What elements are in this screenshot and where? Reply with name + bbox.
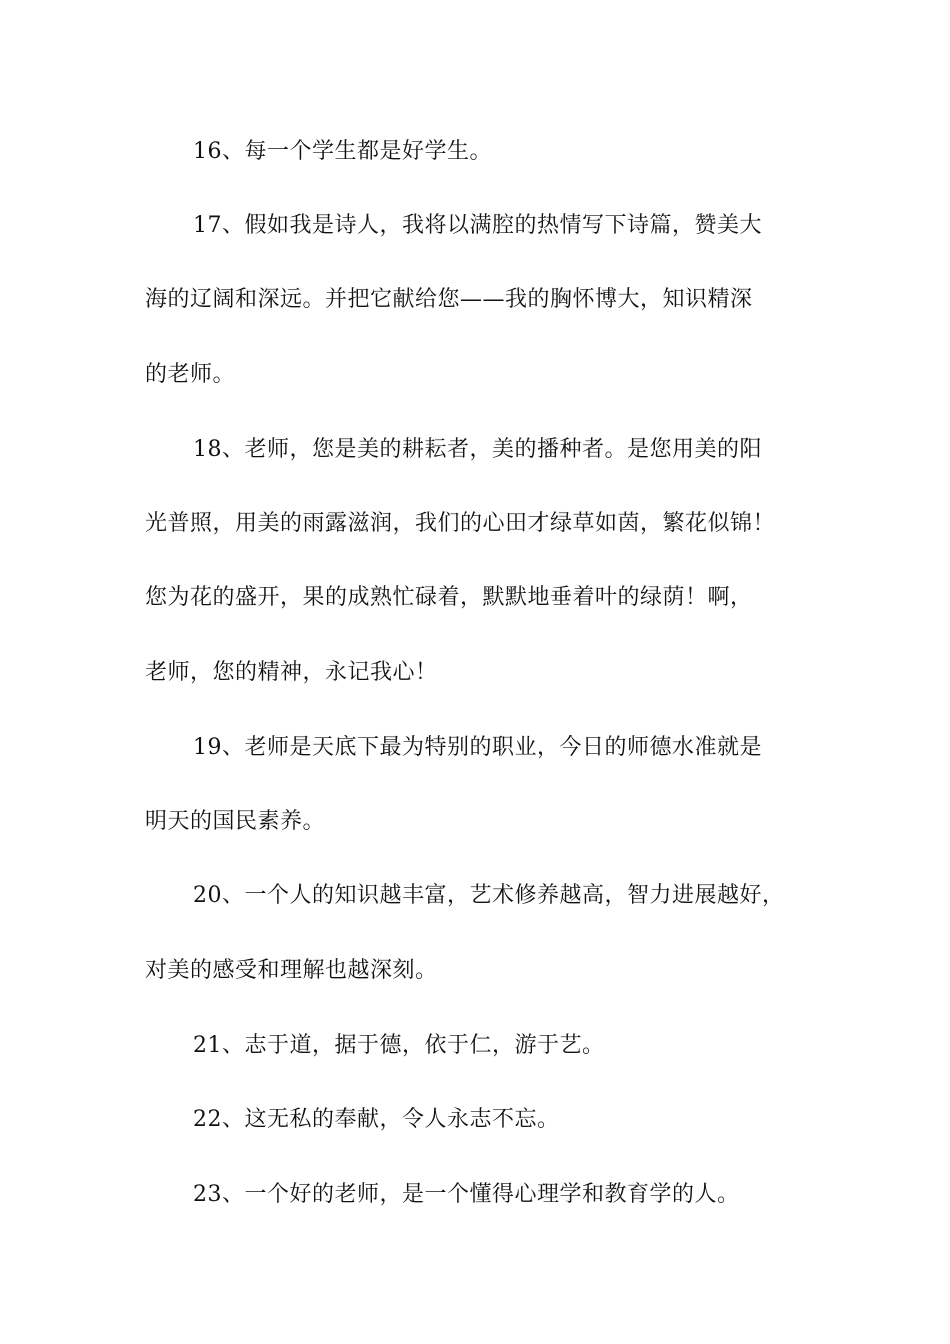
quote-20-line-1: 20、一个人的知识越丰富，艺术修养越高，智力进展越好， [193, 883, 785, 908]
quote-20-line-2: 对美的感受和理解也越深刻。 [145, 958, 438, 983]
quote-19-line-1: 19、老师是天底下最为特别的职业，今日的师德水准就是 [193, 735, 762, 760]
quote-19-line-2: 明天的国民素养。 [145, 809, 326, 834]
quote-23: 23、一个好的老师，是一个懂得心理学和教育学的人。 [193, 1182, 740, 1207]
quote-18-line-1: 18、老师，您是美的耕耘者，美的播种者。是您用美的阳 [193, 437, 762, 462]
quote-21: 21、志于道，据于德，依于仁，游于艺。 [193, 1033, 605, 1058]
quote-16: 16、每一个学生都是好学生。 [193, 139, 492, 164]
quote-18-line-2: 光普照，用美的雨露滋润，我们的心田才绿草如茵，繁花似锦！ [145, 511, 776, 536]
quote-17-line-3: 的老师。 [145, 362, 236, 387]
quote-17-line-2: 海的辽阔和深远。并把它献给您——我的胸怀博大，知识精深 [145, 287, 753, 312]
quote-18-line-3: 您为花的盛开，果的成熟忙碌着，默默地垂着叶的绿荫！啊， [145, 585, 753, 610]
quote-17-line-1: 17、假如我是诗人，我将以满腔的热情写下诗篇，赞美大 [193, 213, 762, 238]
quote-18-line-4: 老师，您的精神，永记我心！ [145, 660, 438, 685]
quote-22: 22、这无私的奉献，令人永志不忘。 [193, 1107, 560, 1132]
